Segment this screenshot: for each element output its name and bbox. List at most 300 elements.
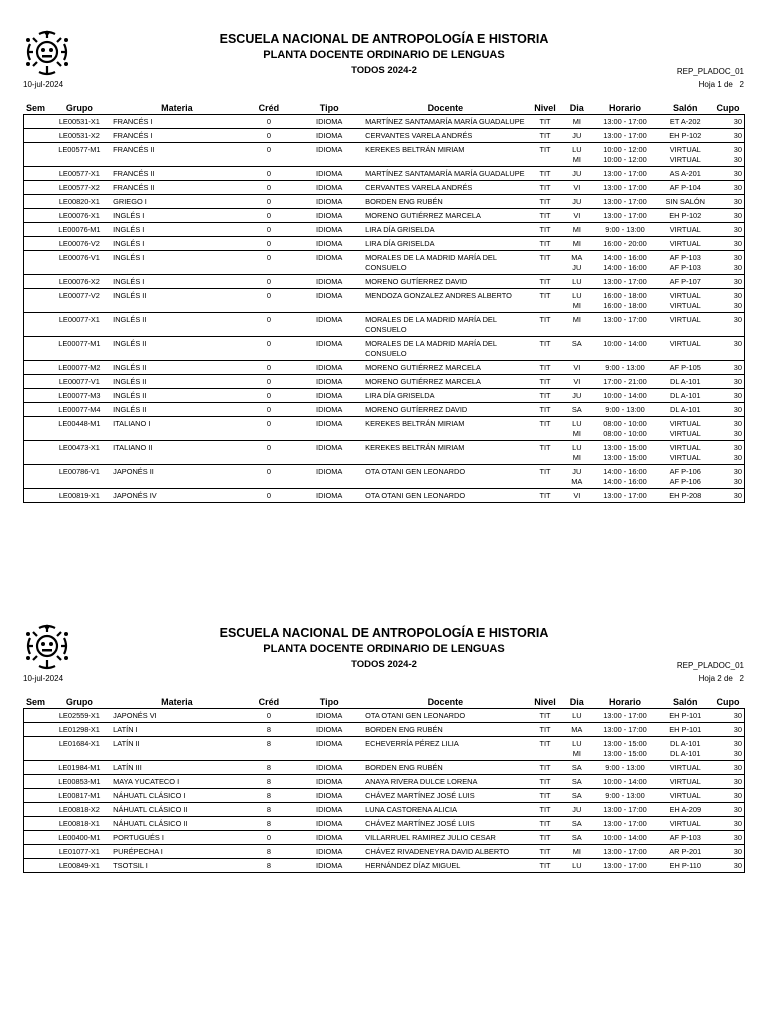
cell-horario-entry: 9:00 - 13:00 xyxy=(605,225,645,234)
cell-tipo: IDIOMA xyxy=(316,277,343,286)
cell-grupo: LE00817-M1 xyxy=(58,791,101,800)
cell-materia: JAPONÉS IV xyxy=(113,491,157,500)
cell-tipo: IDIOMA xyxy=(316,777,343,786)
cell-nivel: TIT xyxy=(539,819,551,828)
cell-dia-entry: MI xyxy=(572,749,581,758)
cell-dia xyxy=(563,831,591,845)
cell-tipo: IDIOMA xyxy=(316,145,343,154)
cell-nivel: TIT xyxy=(539,363,551,372)
cell-cred: 0 xyxy=(266,291,271,300)
cell-dia xyxy=(563,441,591,465)
cell-grupo: LE00531-X1 xyxy=(58,117,100,126)
cell-grupo: LE00077-V1 xyxy=(58,377,100,386)
column-header-dia: Dia xyxy=(569,696,584,707)
cell-cred: 0 xyxy=(266,169,271,178)
cell-salon xyxy=(659,195,712,209)
cell-cupo-entry: 30 xyxy=(733,339,742,348)
cell-nivel: TIT xyxy=(539,339,551,348)
course-table xyxy=(23,695,745,873)
cell-nivel: TIT xyxy=(539,291,551,300)
cell-nivel: TIT xyxy=(539,725,551,734)
cell-dia-entry: MI xyxy=(572,239,581,248)
cell-tipo: IDIOMA xyxy=(316,197,343,206)
cell-salon-entry: AF P-107 xyxy=(669,277,701,286)
cell-docente: MORENO GUTÍERREZ DAVID xyxy=(365,405,468,414)
cell-dia xyxy=(563,129,591,143)
cell-cupo-entry: 30 xyxy=(733,363,742,372)
cell-tipo: IDIOMA xyxy=(316,861,343,870)
cell-sem xyxy=(24,389,48,403)
cell-grupo: LE01298-X1 xyxy=(58,725,100,734)
cell-cred: 0 xyxy=(266,225,271,234)
cell-horario-entry: 13:00 - 17:00 xyxy=(603,491,647,500)
cell-cupo-entry: 30 xyxy=(733,239,742,248)
cell-cupo-entry: 30 xyxy=(733,791,742,800)
cell-horario-entry: 13:00 - 17:00 xyxy=(603,711,647,720)
cell-grupo: LE00818-X2 xyxy=(58,805,100,814)
column-header-nivel: Nivel xyxy=(534,696,556,707)
cell-horario-entry: 13:00 - 15:00 xyxy=(603,443,647,452)
cell-salon-entry: VIRTUAL xyxy=(669,777,701,786)
cell-salon-entry: VIRTUAL xyxy=(669,155,701,164)
cell-sem xyxy=(24,831,48,845)
cell-salon xyxy=(659,313,712,337)
cell-dia xyxy=(563,761,591,775)
cell-cred: 0 xyxy=(266,711,271,720)
report-title: ESCUELA NACIONAL DE ANTROPOLOGÍA E HISTORIA xyxy=(219,626,549,640)
cell-cred: 0 xyxy=(266,833,271,842)
cell-nivel: TIT xyxy=(539,239,551,248)
cell-nivel: TIT xyxy=(539,169,551,178)
cell-cupo-entry: 30 xyxy=(733,711,742,720)
cell-cupo xyxy=(712,859,745,873)
cell-tipo: IDIOMA xyxy=(316,847,343,856)
cell-nivel: TIT xyxy=(539,739,551,748)
cell-salon xyxy=(659,775,712,789)
cell-cupo xyxy=(712,723,745,737)
cell-dia xyxy=(563,337,591,361)
cell-dia-entry: VI xyxy=(573,211,581,220)
cell-cred: 0 xyxy=(266,183,271,192)
page-counter: Hoja 1 de 2 xyxy=(698,80,744,89)
cell-sem xyxy=(24,775,48,789)
cell-salon-entry: VIRTUAL xyxy=(669,239,701,248)
column-header-salon: Salón xyxy=(673,102,698,113)
cell-salon xyxy=(659,737,712,761)
cell-nivel: TIT xyxy=(539,197,551,206)
cell-materia: GRIEGO I xyxy=(113,197,147,206)
cell-dia-entry: JU xyxy=(572,131,582,140)
cell-salon xyxy=(659,845,712,859)
cell-cupo-entry: 30 xyxy=(733,145,742,154)
cell-dia-entry: JU xyxy=(572,263,582,272)
cell-dia-entry: SA xyxy=(571,763,582,772)
cell-grupo: LE00577-X2 xyxy=(58,183,100,192)
cell-horario xyxy=(591,167,659,181)
cell-dia xyxy=(563,313,591,337)
cell-materia: FRANCÉS II xyxy=(113,169,155,178)
cell-cupo xyxy=(712,289,745,313)
cell-nivel: TIT xyxy=(539,377,551,386)
cell-dia-entry: JU xyxy=(572,197,582,206)
cell-salon-entry: SIN SALÓN xyxy=(665,197,705,206)
cell-cred: 0 xyxy=(266,363,271,372)
cell-dia-entry: JU xyxy=(572,391,582,400)
cell-sem xyxy=(24,803,48,817)
cell-salon-entry: AF P-104 xyxy=(669,183,701,192)
column-header-salon: Salón xyxy=(673,696,698,707)
cell-salon xyxy=(659,389,712,403)
column-header-tipo: Tipo xyxy=(319,102,339,113)
cell-tipo: IDIOMA xyxy=(316,467,343,476)
cell-nivel: TIT xyxy=(539,117,551,126)
cell-tipo: IDIOMA xyxy=(316,405,343,414)
table-row xyxy=(24,775,745,789)
cell-docente: LIRA DÍA GRISELDA xyxy=(365,239,435,248)
cell-nivel: TIT xyxy=(539,777,551,786)
cell-horario-entry: 13:00 - 17:00 xyxy=(603,169,647,178)
cell-dia xyxy=(563,465,591,489)
cell-dia xyxy=(563,723,591,737)
cell-dia-entry: SA xyxy=(571,777,582,786)
cell-dia-entry: LU xyxy=(572,291,582,300)
cell-dia-entry: MI xyxy=(572,429,581,438)
cell-sem xyxy=(24,403,48,417)
cell-sem xyxy=(24,167,48,181)
cell-tipo: IDIOMA xyxy=(316,211,343,220)
cell-sem xyxy=(24,723,48,737)
column-header-horario: Horario xyxy=(609,696,642,707)
cell-docente: CHÁVEZ RIVADENEYRA DAVID ALBERTO xyxy=(365,847,510,856)
cell-salon-entry: EH P-102 xyxy=(669,131,702,140)
cell-materia: ITALIANO II xyxy=(113,443,153,452)
cell-cupo-entry: 30 xyxy=(733,253,742,262)
cell-nivel: TIT xyxy=(539,791,551,800)
cell-dia-entry: LU xyxy=(572,277,582,286)
report-page-1 xyxy=(0,30,768,550)
cell-dia-entry: MI xyxy=(572,453,581,462)
cell-salon xyxy=(659,723,712,737)
cell-horario-entry: 10:00 - 12:00 xyxy=(603,145,647,154)
cell-sem xyxy=(24,465,48,489)
cell-cupo-entry: 30 xyxy=(733,301,742,310)
cell-cupo-entry: 30 xyxy=(733,169,742,178)
cell-cupo-entry: 30 xyxy=(733,277,742,286)
cell-horario-entry: 9:00 - 13:00 xyxy=(605,791,645,800)
cell-cupo-entry: 30 xyxy=(733,477,742,486)
cell-nivel: TIT xyxy=(539,183,551,192)
cell-horario xyxy=(591,361,659,375)
cell-cupo xyxy=(712,115,745,129)
cell-docente: KEREKES BELTRÁN MIRIAM xyxy=(365,145,465,154)
cell-cupo-entry: 30 xyxy=(733,777,742,786)
cell-grupo: LE00853-M1 xyxy=(58,777,101,786)
cell-dia xyxy=(563,181,591,195)
table-row xyxy=(24,115,745,129)
cell-horario xyxy=(591,251,659,275)
cell-materia: NÁHUATL CLÁSICO I xyxy=(113,791,186,800)
cell-grupo: LE00819-X1 xyxy=(58,491,100,500)
cell-materia: INGLÉS I xyxy=(113,253,145,262)
cell-horario xyxy=(591,441,659,465)
cell-horario-entry: 14:00 - 16:00 xyxy=(603,467,647,476)
cell-salon xyxy=(659,143,712,167)
cell-dia-entry: VI xyxy=(573,491,581,500)
table-row xyxy=(24,403,745,417)
cell-sem xyxy=(24,181,48,195)
cell-horario-entry: 13:00 - 17:00 xyxy=(603,819,647,828)
cell-salon xyxy=(659,167,712,181)
table-row xyxy=(24,789,745,803)
cell-nivel: TIT xyxy=(539,131,551,140)
cell-horario-entry: 13:00 - 17:00 xyxy=(603,847,647,856)
cell-cred: 0 xyxy=(266,253,271,262)
cell-cupo-entry: 30 xyxy=(733,833,742,842)
column-header-tipo: Tipo xyxy=(319,696,339,707)
cell-salon-entry: AS A-201 xyxy=(669,169,701,178)
cell-cupo xyxy=(712,403,745,417)
cell-dia-entry: VI xyxy=(573,363,581,372)
cell-dia xyxy=(563,275,591,289)
cell-docente: KEREKES BELTRÁN MIRIAM xyxy=(365,443,465,452)
cell-materia: JAPONÉS II xyxy=(113,467,154,476)
cell-cred: 0 xyxy=(266,277,271,286)
cell-sem xyxy=(24,737,48,761)
table-row xyxy=(24,375,745,389)
cell-sem xyxy=(24,313,48,337)
cell-grupo: LE00077-V2 xyxy=(58,291,100,300)
cell-horario xyxy=(591,709,659,723)
cell-cupo xyxy=(712,361,745,375)
cell-horario-entry: 10:00 - 12:00 xyxy=(603,155,647,164)
cell-cupo-entry: 30 xyxy=(733,847,742,856)
cell-materia: INGLÉS I xyxy=(113,277,145,286)
cell-dia-entry: MI xyxy=(572,155,581,164)
cell-grupo: LE00076-V1 xyxy=(58,253,100,262)
cell-materia: LATÍN I xyxy=(113,725,138,734)
cell-dia xyxy=(563,789,591,803)
cell-tipo: IDIOMA xyxy=(316,253,343,262)
cell-nivel: TIT xyxy=(539,277,551,286)
cell-cupo xyxy=(712,831,745,845)
course-table xyxy=(23,101,745,503)
cell-cupo-entry: 30 xyxy=(733,453,742,462)
cell-horario-entry: 9:00 - 13:00 xyxy=(605,363,645,372)
cell-salon-entry: AF P-103 xyxy=(669,263,701,272)
cell-horario xyxy=(591,831,659,845)
cell-sem xyxy=(24,223,48,237)
report-page-2 xyxy=(0,624,768,924)
cell-sem xyxy=(24,337,48,361)
cell-cupo-entry: 30 xyxy=(733,315,742,324)
cell-dia xyxy=(563,223,591,237)
cell-sem xyxy=(24,789,48,803)
cell-cupo xyxy=(712,337,745,361)
cell-dia xyxy=(563,775,591,789)
cell-horario-entry: 13:00 - 17:00 xyxy=(603,211,647,220)
cell-cred: 0 xyxy=(266,211,271,220)
cell-salon xyxy=(659,465,712,489)
cell-sem xyxy=(24,417,48,441)
cell-cupo xyxy=(712,195,745,209)
cell-tipo: IDIOMA xyxy=(316,763,343,772)
cell-dia-entry: MI xyxy=(572,847,581,856)
cell-cupo-entry: 30 xyxy=(733,117,742,126)
cell-tipo: IDIOMA xyxy=(316,315,343,324)
cell-nivel: TIT xyxy=(539,443,551,452)
cell-docente: CHÁVEZ MARTÍNEZ JOSÉ LUIS xyxy=(365,791,475,800)
report-subtitle: PLANTA DOCENTE ORDINARIO DE LENGUAS xyxy=(263,49,505,61)
cell-dia-entry: JU xyxy=(572,805,582,814)
cell-horario-entry: 14:00 - 16:00 xyxy=(603,263,647,272)
cell-cupo-entry: 30 xyxy=(733,443,742,452)
cell-dia-entry: LU xyxy=(572,711,582,720)
cell-materia: INGLÉS II xyxy=(113,391,147,400)
cell-cupo xyxy=(712,465,745,489)
cell-salon xyxy=(659,789,712,803)
cell-horario xyxy=(591,181,659,195)
cell-salon-entry: AF P-103 xyxy=(669,253,701,262)
cell-salon xyxy=(659,361,712,375)
cell-salon-entry: EH P-110 xyxy=(669,861,702,870)
cell-docente: HERNÁNDEZ DÍAZ MIGUEL xyxy=(365,861,461,870)
cell-grupo: LE01077-X1 xyxy=(58,847,100,856)
cell-grupo: LE00076-M1 xyxy=(58,225,101,234)
cell-docente: BORDEN ENG RUBÉN xyxy=(365,197,443,206)
cell-horario-entry: 17:00 - 21:00 xyxy=(603,377,647,386)
cell-tipo: IDIOMA xyxy=(316,725,343,734)
cell-grupo: LE01984-M1 xyxy=(58,763,101,772)
cell-tipo: IDIOMA xyxy=(316,117,343,126)
cell-nivel: TIT xyxy=(539,833,551,842)
cell-sem xyxy=(24,441,48,465)
cell-horario xyxy=(591,313,659,337)
cell-grupo: LE00820-X1 xyxy=(58,197,100,206)
column-header-materia: Materia xyxy=(161,102,193,113)
cell-dia-entry: MI xyxy=(572,315,581,324)
cell-horario xyxy=(591,737,659,761)
report-period: TODOS 2024-2 xyxy=(351,65,417,76)
table-row xyxy=(24,859,745,873)
cell-materia: TSOTSIL I xyxy=(113,861,148,870)
cell-docente: MARTÍNEZ SANTAMARÍA MARÍA GUADALUPE xyxy=(365,117,525,126)
cell-horario xyxy=(591,375,659,389)
cell-tipo: IDIOMA xyxy=(316,391,343,400)
cell-grupo: LE01684-X1 xyxy=(58,739,100,748)
cell-cupo-entry: 30 xyxy=(733,197,742,206)
cell-tipo: IDIOMA xyxy=(316,833,343,842)
cell-horario-entry: 10:00 - 14:00 xyxy=(603,833,647,842)
cell-horario xyxy=(591,209,659,223)
cell-cred: 8 xyxy=(266,739,271,748)
cell-dia-entry: MI xyxy=(572,225,581,234)
cell-salon xyxy=(659,237,712,251)
cell-tipo: IDIOMA xyxy=(316,363,343,372)
cell-materia: INGLÉS I xyxy=(113,225,145,234)
cell-cupo-entry: 30 xyxy=(733,749,742,758)
cell-horario-entry: 08:00 - 10:00 xyxy=(603,429,647,438)
cell-salon xyxy=(659,223,712,237)
cell-grupo: LE00577-M1 xyxy=(58,145,101,154)
column-header-cred: Créd xyxy=(258,696,280,707)
cell-sem xyxy=(24,859,48,873)
cell-salon-entry: VIRTUAL xyxy=(669,315,701,324)
cell-salon xyxy=(659,337,712,361)
cell-cupo xyxy=(712,845,745,859)
cell-cupo-entry: 30 xyxy=(733,291,742,300)
table-row xyxy=(24,489,745,503)
cell-cupo xyxy=(712,761,745,775)
cell-sem xyxy=(24,237,48,251)
cell-docente: VILLARRUEL RAMIREZ JULIO CESAR xyxy=(365,833,496,842)
cell-horario xyxy=(591,489,659,503)
cell-dia xyxy=(563,737,591,761)
cell-salon-entry: AR P-201 xyxy=(669,847,702,856)
cell-cred: 0 xyxy=(266,339,271,348)
cell-sem xyxy=(24,845,48,859)
cell-sem xyxy=(24,361,48,375)
cell-grupo: LE00849-X1 xyxy=(58,861,100,870)
cell-docente: OTA OTANI GEN LEONARDO xyxy=(365,711,466,720)
cell-sem xyxy=(24,143,48,167)
cell-salon-entry: AF P-103 xyxy=(669,833,701,842)
cell-docente: LIRA DÍA GRISELDA xyxy=(365,391,435,400)
cell-nivel: TIT xyxy=(539,847,551,856)
cell-cupo-entry: 30 xyxy=(733,211,742,220)
cell-grupo: LE00077-M2 xyxy=(58,363,101,372)
cell-dia-entry: MA xyxy=(571,477,583,486)
cell-salon xyxy=(659,803,712,817)
cell-cupo-entry: 30 xyxy=(733,131,742,140)
cell-cupo xyxy=(712,209,745,223)
cell-docente: MORENO GUTÍERREZ DAVID xyxy=(365,277,468,286)
cell-cupo-entry: 30 xyxy=(733,805,742,814)
cell-salon-entry: VIRTUAL xyxy=(669,429,701,438)
cell-dia-entry: MA xyxy=(571,253,583,262)
cell-salon xyxy=(659,489,712,503)
cell-dia-entry: MI xyxy=(572,301,581,310)
cell-docente: ECHEVERRÍA PÉREZ LILIA xyxy=(365,739,459,748)
column-header-grupo: Grupo xyxy=(65,102,93,113)
cell-salon-entry: EH P-101 xyxy=(669,711,702,720)
cell-dia xyxy=(563,817,591,831)
cell-dia-entry: JU xyxy=(572,169,582,178)
cell-tipo: IDIOMA xyxy=(316,131,343,140)
cell-docente: MORENO GUTIÉRREZ MARCELA xyxy=(365,211,481,220)
cell-salon-entry: EH P-208 xyxy=(669,491,702,500)
table-row xyxy=(24,361,745,375)
table-row xyxy=(24,143,745,167)
cell-dia xyxy=(563,209,591,223)
cell-cupo-entry: 30 xyxy=(733,419,742,428)
table-row xyxy=(24,275,745,289)
cell-sem xyxy=(24,817,48,831)
column-header-horario: Horario xyxy=(609,102,642,113)
cell-cred: 8 xyxy=(266,847,271,856)
cell-cupo xyxy=(712,129,745,143)
cell-horario xyxy=(591,237,659,251)
cell-dia xyxy=(563,143,591,167)
table-row xyxy=(24,417,745,441)
cell-materia: FRANCÉS I xyxy=(113,117,153,126)
cell-cupo xyxy=(712,167,745,181)
cell-nivel: TIT xyxy=(539,763,551,772)
report-period: TODOS 2024-2 xyxy=(351,659,417,670)
cell-salon-entry: VIRTUAL xyxy=(669,453,701,462)
cell-cupo-entry: 30 xyxy=(733,263,742,272)
table-row xyxy=(24,237,745,251)
cell-tipo: IDIOMA xyxy=(316,711,343,720)
